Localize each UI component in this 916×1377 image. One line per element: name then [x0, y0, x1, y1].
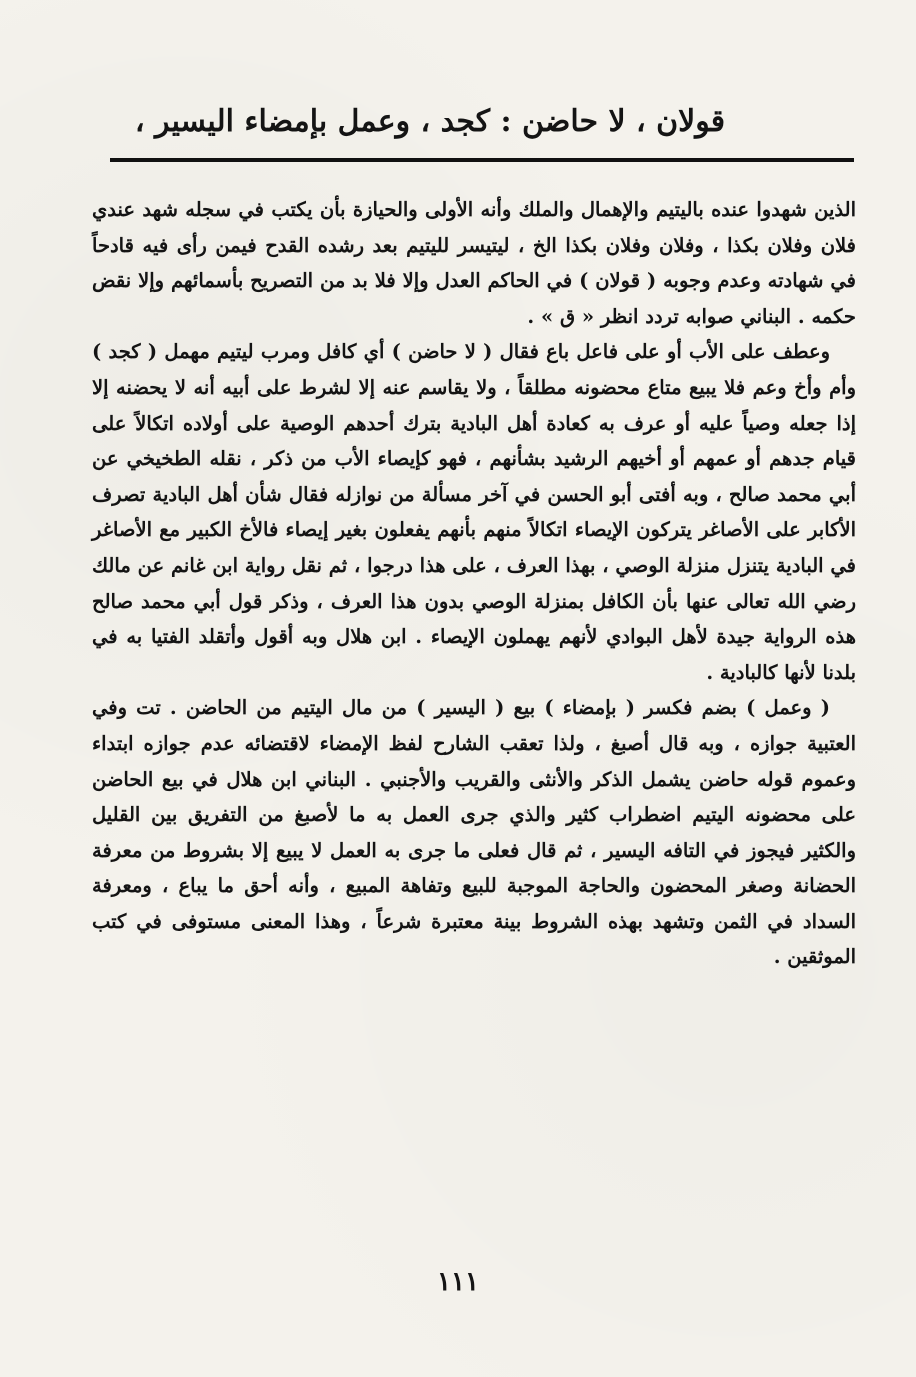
page-number: ١١١ — [437, 1267, 479, 1297]
body-text — [92, 192, 856, 975]
paragraph-1: الذين شهدوا عنده باليتيم والإهمال والملك وأنه الأولى والحيازة بأن يكتب في سجله شهد عندي فلان وفلان بكذا ، وفلان وفلان بكذا الخ ، ليتيسر لليتيم بعد رشده القدح فيمن رأى فيه قادحاً في شهادته وعدم وجوبه ( قولان ) في الحاكم العدل وإلا فلا بد من التصريح بأسمائهم وإلا نقض حكمه . البناني صوابه تردد انظر « ق » . — [92, 198, 856, 328]
header-rule — [110, 158, 854, 162]
running-header: قولان ، لا حاضن : كجد ، وعمل بإمضاء اليسير ، — [134, 104, 726, 139]
paragraph-2: وعطف على الأب أو على فاعل باع فقال ( لا حاضن ) أي كافل ومرب ليتيم مهمل ( كجد ) وأم وأخ وعم فلا يبيع متاع محضونه مطلقاً ، ولا يقاسم عنه إلا لشرط على أبيه أنه لا يحضنه إلا إذا جعله وصياً عليه أو عرف به كعادة أهل البادية بترك أحدهم الوصية على أولاده اتكالاً على قيام جدهم أو عمهم أو أخيهم الرشيد بشأنهم ، فهو كإيصاء الأب من ذكر ، نقله الطخيخي عن أبي محمد صالح ، وبه أفتى أبو الحسن في آخر مسألة من نوازله فقال شأن أهل البادية تصرف الأكابر على الأصاغر يتركون الإيصاء اتكالاً منهم بأنهم يفعلون بغير إيصاء فالأخ الكبير مع الأصاغر في البادية يتنزل منزلة الوصي ، بهذا العرف ، على هذا درجوا ، ثم نقل رواية ابن غانم عن مالك رضي الله تعالى عنها بأن الكافل بمنزلة الوصي بدون هذا العرف ، وذكر قول أبي محمد صالح هذه الرواية جيدة لأهل البوادي لأنهم يهملون الإيصاء . ابن هلال وبه أقول وأتقلد الفتيا به في بلدنا لأنها كالبادية . — [92, 340, 856, 684]
paragraph-3: ( وعمل ) بضم فكسر ( بإمضاء ) بيع ( اليسير ) من مال اليتيم من الحاضن . تت وفي العتبية جوازه ، وبه قال أصبغ ، ولذا تعقب الشارح لفظ الإمضاء لاقتضائه عدم جوازه ابتداء وعموم قوله حاضن يشمل الذكر والأنثى والقريب والأجنبي . البناني ابن هلال في بيع الحاضن على محضونه اليتيم اضطراب كثير والذي جرى العمل به ما لأصبغ من التفريق بين القليل والكثير فيجوز في التافه اليسير ، ثم قال فعلى ما جرى به العمل لا يبيع إلا بشروط من معرفة الحضانة وصغر المحضون والحاجة الموجبة للبيع وتفاهة المبيع ، وأنه أحق ما يباع ، ومعرفة السداد في الثمن وتشهد بهذه الشروط بينة معتبرة شرعاً ، وهذا المعنى مستوفى في كتب الموثقين . — [92, 696, 856, 969]
